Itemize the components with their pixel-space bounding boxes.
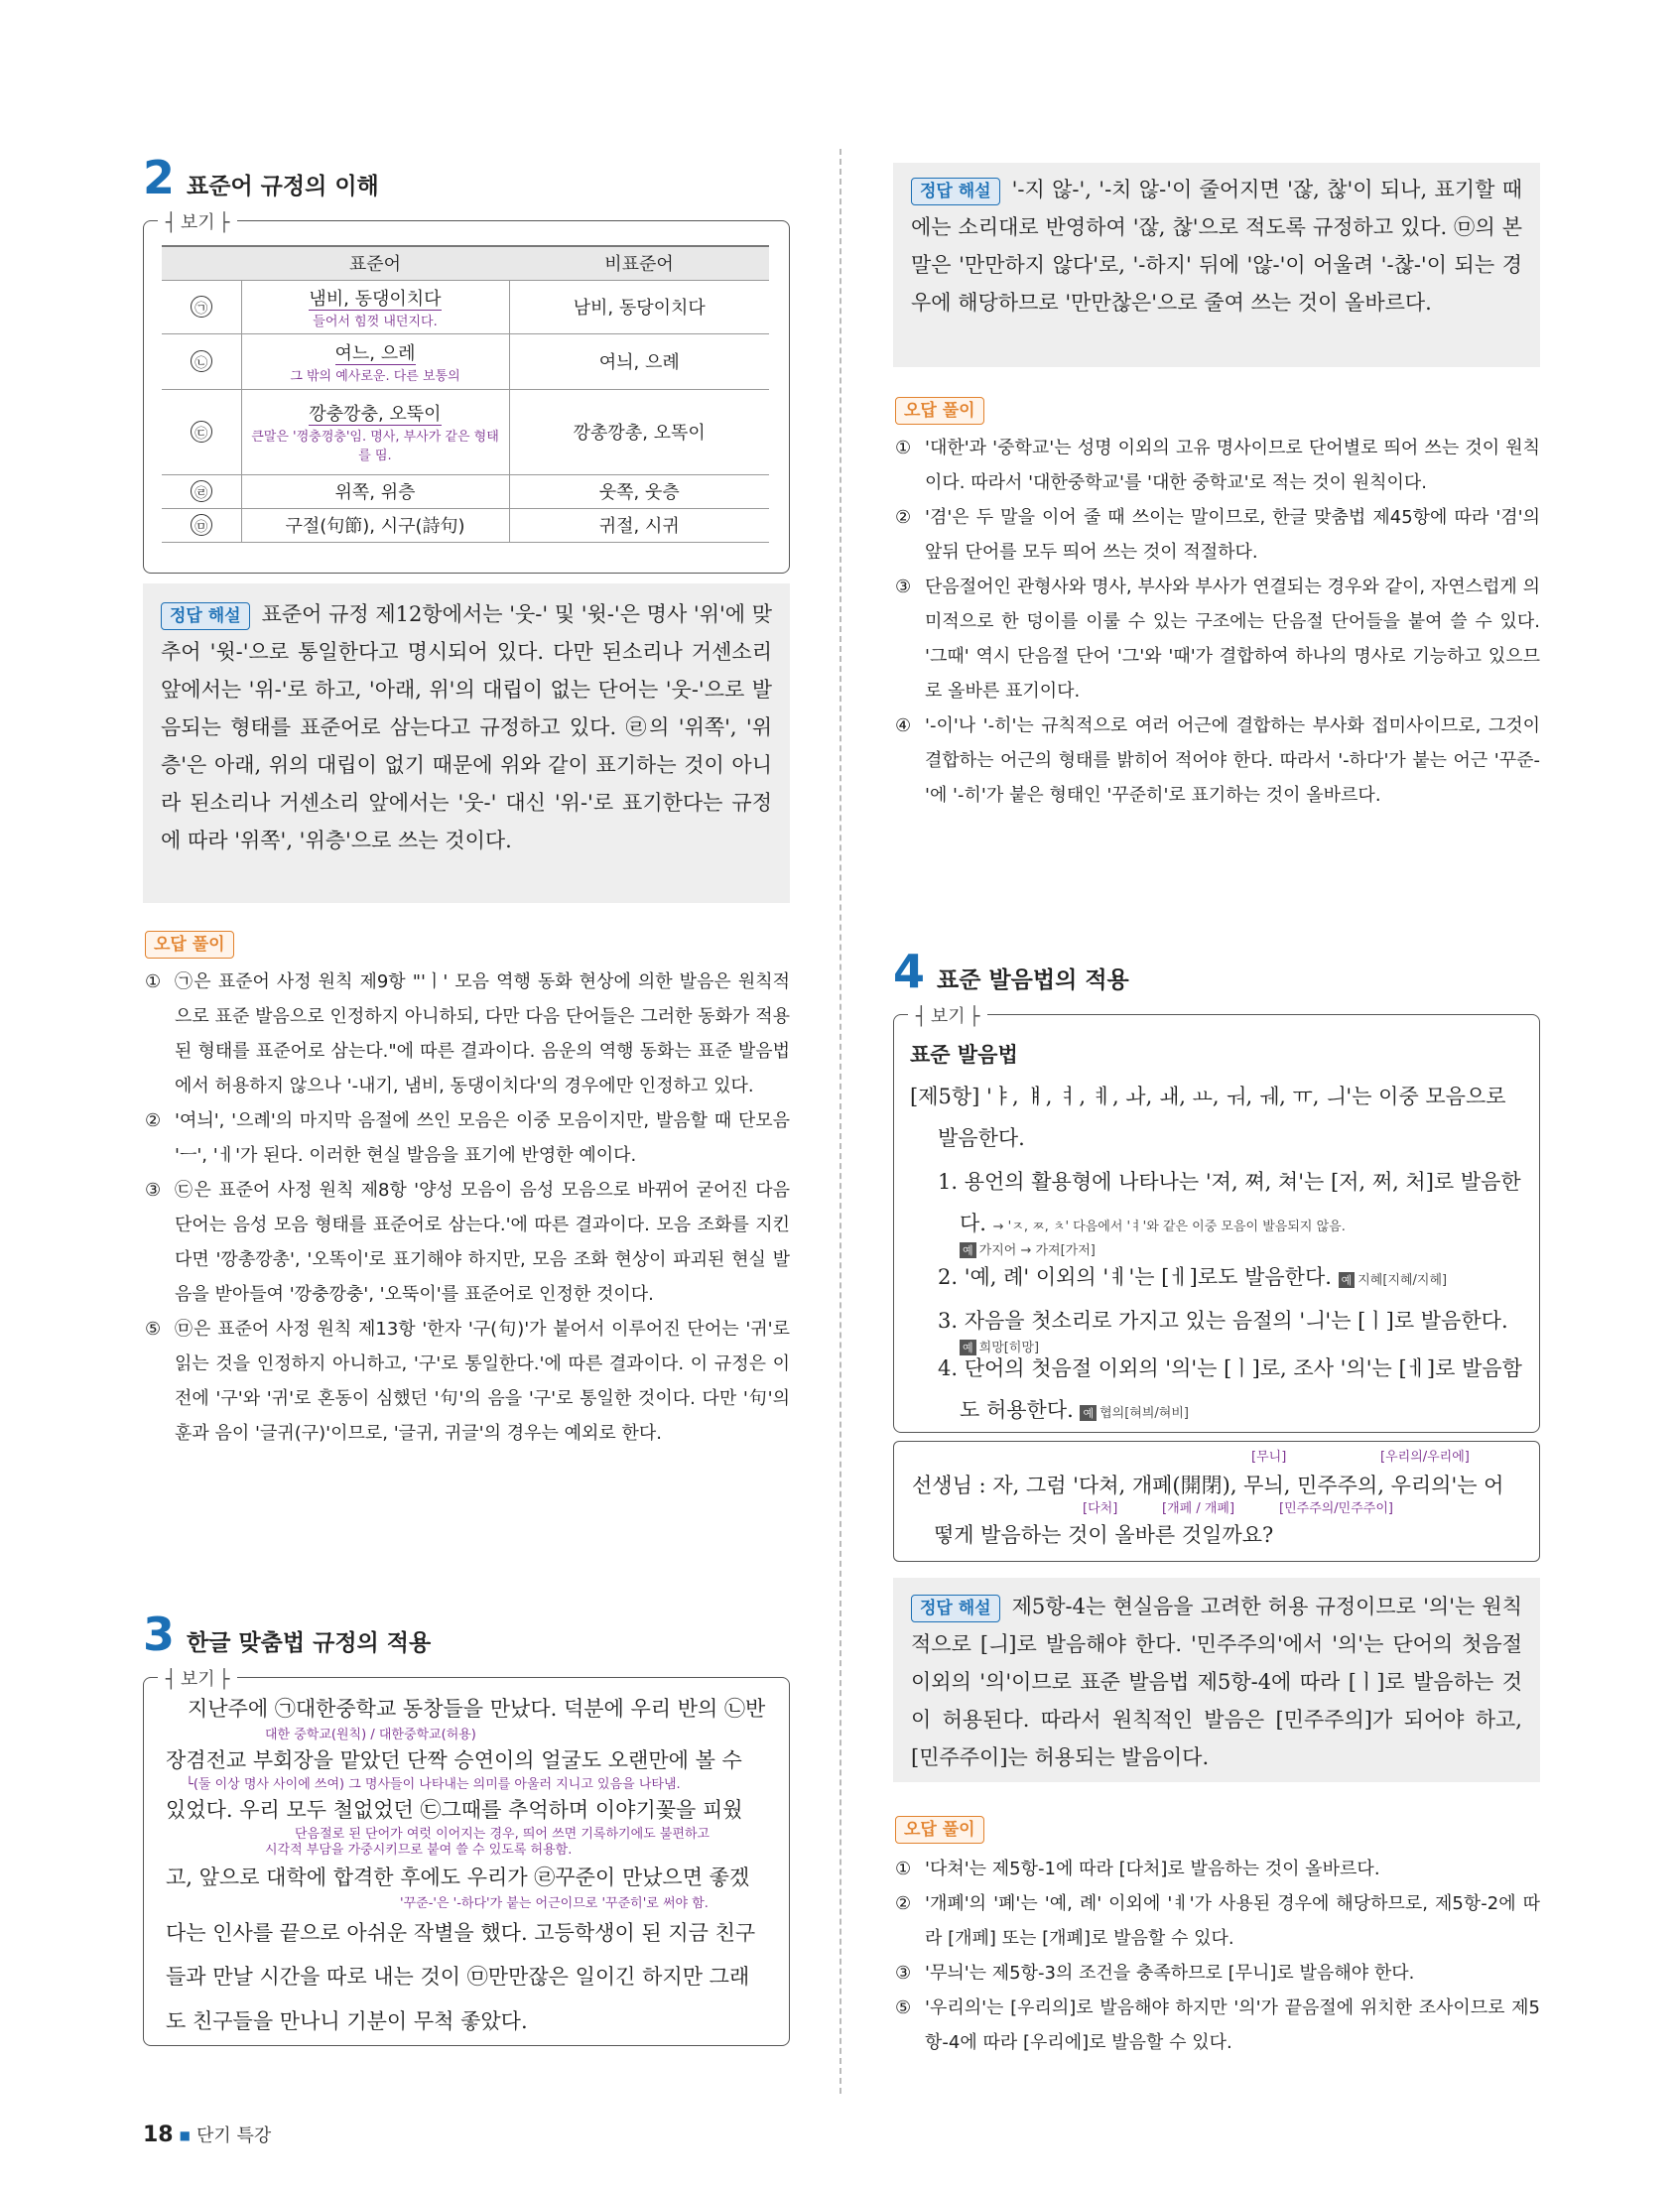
- sub-rule-3-example: 예 희망[히망]: [960, 1333, 1039, 1356]
- q3-title: 한글 맞춤법 규정의 적용: [187, 1630, 432, 1656]
- table-row: [162, 508, 769, 542]
- rule-tail: 발음한다.: [938, 1126, 1025, 1150]
- q2-answer-box: [143, 583, 790, 903]
- q4-answer-text: 제5항-4는 현실음을 고려한 허용 규정이므로 '의'는 원칙적으로 [ㅢ]로 발음해야 한다. '민주주의'에서 '의'는 단어의 첫음절 이외의 '의'이므로 표준 발음법 제5항-4에 따라 [ㅣ]로 발음하는 것이 허용된다. 따라서 원칙적인 발음은 [민주주의]가 되어야 하고, [민주주이]는 허용되는 발음이다.: [911, 1595, 1522, 1769]
- q3-answer-text: '-지 않-', '-치 않-'이 줄어지면 '잖, 찮'이 되나, 표기할 때에는 소리대로 반영하여 '잖, 찮'으로 적도록 규정하고 있다. ㉤의 본말은 '만만하지 않다'로, '-하지' 뒤에 '않-'이 어울려 '-찮-'이 되는 경우에 해당하므로 '만만찮은'으로 줄여 쓰는 것이 올바르다.: [911, 178, 1522, 315]
- q4-bogi-label: ┤ 보기 ├: [908, 1002, 987, 1028]
- q3-number: 3: [143, 1608, 176, 1661]
- standard-word: 냄비, 동댕이치다: [309, 288, 442, 310]
- table-row: [162, 389, 769, 474]
- standard-word-table: [162, 245, 769, 543]
- row-mark: ㉡: [191, 350, 212, 372]
- list-item: ③ 단음절어인 관형사와 명사, 부사와 부사가 연결되는 경우와 같이, 자연스럽게 의미적으로 한 덩이를 이룰 수 있는 구조에는 단음절 단어들을 붙여 쓸 수 있다. '그때' 역시 단음절 단어 '그'와 '때'가 결합하여 하나의 명사로 기능하고 있으므로 올바른 표기이다.: [895, 577, 1540, 702]
- sub-rule-4b: 도 허용한다. 예 협의[혀븨/혀비]: [960, 1398, 1189, 1422]
- row-mark: ㉣: [191, 480, 212, 502]
- list-item: ④ '-이'나 '-히'는 규칙적으로 여러 어근에 결합하는 부사화 접미사이므로, 그것이 결합하는 어근의 형태를 밝히어 적어야 한다. 따라서 '-하다'가 붙는 어근 '꾸준-'에 '-히'가 붙은 형태인 '꾸준히'로 표기하는 것이 올바르다.: [895, 715, 1540, 806]
- list-item: ② '겸'은 두 말을 이어 줄 때 쓰이는 말이므로, 한글 맞춤법 제45항에 따라 '겸'의 앞뒤 단어를 모두 띄어 쓰는 것이 적절하다.: [895, 507, 1540, 563]
- q4-bogi-title: 표준 발음법: [910, 1043, 1018, 1067]
- list-item: ⑤ ㉤은 표준어 사정 원칙 제13항 '한자 '구(句)'가 붙어서 이루어진 단어는 '귀'로 읽는 것을 인정하지 아니하고, '구'로 통일한다.'에 따른 결과이다. 이 규정은 이전에 '구'와 '귀'로 혼동이 심했던 '句'의 음을 '구'로 통일한 것이다. 다만 '句'의 훈과 음이 '글귀(구)'이므로, '글귀, 귀글'의 경우는 예외로 한다.: [145, 1319, 790, 1444]
- word-note: 큰말은 '껑충껑충'임. 명사, 부사가 같은 형태를 띰.: [251, 430, 499, 463]
- header-nonstandard: 비표준어: [509, 246, 769, 280]
- answer-tag: 정답 해설: [911, 178, 1000, 205]
- q2-wrong-list: [145, 965, 790, 1451]
- nonstandard-word: 남비, 동당이치다: [509, 280, 769, 333]
- header-standard: 표준어: [241, 246, 509, 280]
- list-item: ② '여늬', '으례'의 마지막 음절에 쓰인 모음은 이중 모음이지만, 발음할 때 단모음 'ㅡ', 'ㅔ'가 된다. 이러한 현실 발음을 표기에 반영한 예이다.: [145, 1110, 790, 1166]
- standard-word: 구절(句節), 시구(詩句): [241, 508, 509, 542]
- standard-word: 여느, 으레: [334, 342, 416, 364]
- answer-tag: 정답 해설: [911, 1595, 1000, 1622]
- table-row: [162, 333, 769, 389]
- list-item: ③ ㉢은 표준어 사정 원칙 제8항 '양성 모음이 음성 모음으로 바뀌어 굳어진 다음 단어는 음성 모음 형태를 표준어로 삼는다.'에 따른 결과이다. 모음 조화를 지킨다면 '깡총깡총', '오똑이'로 표기해야 하지만, 모음 조화 현상이 파괴된 현실 발음을 받아들여 '깡충깡충', '오뚝이'를 표준어로 인정한 것이다.: [145, 1180, 790, 1305]
- sub-rule-1-note: → 'ㅈ, ㅉ, ㅊ' 다음에서 'ㅕ'와 같은 이중 모음이 발음되지 않음.: [992, 1220, 1346, 1234]
- teacher-box: [무니] [우리의/우리에] 선생님 : 자, 그럼 '다쳐, 개폐(開閉), 무늬, 민주주의, 우리의'는 어 [다처] [개페 / 개폐] [민주주의/민주주이] 떻게 발음하는 것이 올바른 것일까요?: [893, 1441, 1540, 1562]
- standard-word: 깡충깡충, 오뚝이: [309, 404, 442, 425]
- word-note: 들어서 힘껏 내던지다.: [313, 314, 438, 329]
- list-item: ① '대한'과 '중학교'는 성명 이외의 고유 명사이므로 단어별로 띄어 쓰는 것이 원칙이다. 따라서 '대한중학교'를 '대한 중학교'로 적는 것이 원칙이다.: [895, 438, 1540, 493]
- row-mark: ㉢: [191, 421, 212, 443]
- q4-answer-box: [893, 1578, 1540, 1782]
- row-mark: ㉤: [191, 514, 212, 536]
- rule-head: [제5항] 'ㅑ, ㅒ, ㅕ, ㅖ, ㅘ, ㅙ, ㅛ, ㅝ, ㅞ, ㅠ, ㅢ'는 이중 모음으로: [910, 1085, 1506, 1108]
- nonstandard-word: 웃쪽, 웃층: [509, 474, 769, 508]
- q2-title: 표준어 규정의 이해: [187, 174, 379, 199]
- list-item: ⑤ '우리의'는 [우리의]로 발음해야 하지만 '의'가 끝음절에 위치한 조사이므로 제5항-4에 따라 [우리에]로 발음할 수 있다.: [895, 1997, 1540, 2053]
- book-title: 단기 특강: [195, 2125, 272, 2146]
- q3-bogi-label: ┤ 보기 ├: [158, 1665, 237, 1691]
- q2-bogi-label: ┤ 보기 ├: [158, 208, 237, 234]
- sub-rule-3: 3. 자음을 첫소리로 가지고 있는 음절의 'ㅢ'는 [ㅣ]로 발음한다.: [938, 1309, 1508, 1333]
- q4-wrong-list: [895, 1852, 1540, 2060]
- example-icon: 예: [960, 1242, 976, 1258]
- column-divider: [840, 149, 841, 2094]
- q3-answer-box: [893, 163, 1540, 367]
- wrong-tag: 오답 풀이: [895, 1816, 984, 1844]
- nonstandard-word: 귀절, 시귀: [509, 508, 769, 542]
- sub-rule-4: 4. 단어의 첫음절 이외의 '의'는 [ㅣ]로, 조사 '의'는 [ㅔ]로 발음함: [938, 1356, 1522, 1380]
- q4-bogi-box: [893, 1006, 1540, 1433]
- table-row: [162, 280, 769, 333]
- page-number: 18: [143, 2123, 174, 2147]
- page-footer: [143, 2122, 271, 2147]
- nonstandard-word: 여늬, 으례: [509, 333, 769, 389]
- wrong-tag: 오답 풀이: [895, 397, 984, 425]
- sub-rule-1-example: 예 가지어 → 가져[가저]: [960, 1235, 1096, 1259]
- sub-rule-2: 2. '예, 례' 이외의 'ㅖ'는 [ㅔ]로도 발음한다. 예 지혜[지혜/지헤]: [938, 1265, 1448, 1289]
- sub-rule-1: 1. 용언의 활용형에 나타나는 '져, 쪄, 쳐'는 [저, 쩌, 처]로 발음한: [938, 1170, 1521, 1194]
- nonstandard-word: 깡총깡총, 오똑이: [509, 389, 769, 474]
- row-mark: ㉠: [191, 296, 212, 318]
- table-row: [162, 474, 769, 508]
- q4-number: 4: [893, 945, 926, 998]
- example-icon: 예: [1080, 1405, 1097, 1421]
- q2-number: 2: [143, 151, 176, 204]
- list-item: ③ '무늬'는 제5항-3의 조건을 충족하므로 [무니]로 발음해야 한다.: [895, 1963, 1415, 1984]
- q2-heading: [143, 151, 379, 204]
- q2-answer-text: 표준어 규정 제12항에서는 '웃-' 및 '윗-'은 명사 '위'에 맞추어 '윗-'으로 통일한다고 명시되어 있다. 다만 된소리나 거센소리 앞에서는 '위-'로 하고, '아래, 위'의 대립이 없는 단어는 '웃-'으로 발음되는 형태를 표준어로 삼는다고 규정하고 있다. ㉣의 '위쪽', '위층'은 아래, 위의 대립이 없기 때문에 위와 같이 표기하는 것이 아니라 된소리나 거센소리 앞에서는 '웃-' 대신 '위-'로 표기한다는 규정에 따라 '위쪽', '위층'으로 쓰는 것이다.: [161, 602, 772, 852]
- q3-heading: [143, 1608, 432, 1661]
- q3-wrong-list: [895, 431, 1540, 813]
- list-item: ① ㉠은 표준어 사정 원칙 제9항 "'ㅣ' 모음 역행 동화 현상에 의한 발음은 원칙적으로 표준 발음으로 인정하지 아니하되, 다만 다음 단어들은 그러한 동화가 적용된 형태를 표준어로 삼는다."에 따른 결과이다. 음운의 역행 동화는 표준 발음법에서 허용하지 않으나 '-내기, 냄비, 동댕이치다'의 경우에만 인정하고 있다.: [145, 971, 790, 1096]
- list-item: ① '다쳐'는 제5항-1에 따라 [다처]로 발음하는 것이 올바르다.: [895, 1859, 1380, 1879]
- standard-word: 위쪽, 위층: [241, 474, 509, 508]
- q3-bogi-box: [143, 1669, 790, 2046]
- table-corner: [162, 246, 241, 280]
- teacher-line-1: 선생님 : 자, 그럼 '다쳐, 개폐(開閉), 무늬, 민주주의, 우리의'는 어: [912, 1474, 1504, 1497]
- list-item: ② '개폐'의 '폐'는 '예, 례' 이외에 'ㅖ'가 사용된 경우에 해당하므로, 제5항-2에 따라 [개페] 또는 [개폐]로 발음할 수 있다.: [895, 1893, 1540, 1949]
- example-icon: 예: [960, 1340, 976, 1355]
- teacher-line-2: 떻게 발음하는 것이 올바른 것일까요?: [934, 1523, 1274, 1547]
- square-bullet-icon: ■: [179, 2128, 191, 2142]
- q3-passage: 지난주에 ㉠대한중학교 동창들을 만났다. 덕분에 우리 반의 ㉡반 대한 중학교(원칙) / 대한중학교(허용) 장겸전교 부회장을 맡았던 단짝 승연이의 얼굴도 오랜만에 볼 수 └(둘 이상 명사 사이에 쓰여) 그 명사들이 나타내는 의미를 아울러 지니고 있음을 나타냄. 있었다. 우리 모두 철없었던 ㉢그때를 추억하며 이야기꽃을 피웠 단음절로 된 단어가 여럿 이어지는 경우, 띄어 쓰면 기록하기에도 불편하고 시각적 부담을 가중시키므로 붙여 쓸 수 있도록 허용함. 고, 앞으로 대학에 합격한 후에도 우리가 ㉣꾸준이 만났으면 좋겠 '꾸준-'은 '-하다'가 붙는 어근이므로 '꾸준히'로 써야 함. 다는 인사를 끝으로 아쉬운 작별을 했다. 고등학생이 된 지금 친구 들과 만날 시간을 따로 내는 것이 ㉤만만잖은 일이긴 하지만 그래 도 친구들을 만나니 기분이 무척 좋았다.: [166, 1697, 766, 2033]
- wrong-tag: 오답 풀이: [145, 931, 234, 959]
- sub-rule-1b: 다. → 'ㅈ, ㅉ, ㅊ' 다음에서 'ㅕ'와 같은 이중 모음이 발음되지 않음.: [960, 1212, 1346, 1235]
- example-icon: 예: [1339, 1272, 1356, 1288]
- q2-bogi-box: [143, 212, 790, 574]
- answer-tag: 정답 해설: [161, 602, 250, 630]
- q4-title: 표준 발음법의 적용: [937, 967, 1129, 993]
- q4-heading: [893, 945, 1129, 998]
- word-note: 그 밖의 예사로운. 다른 보통의: [290, 368, 460, 384]
